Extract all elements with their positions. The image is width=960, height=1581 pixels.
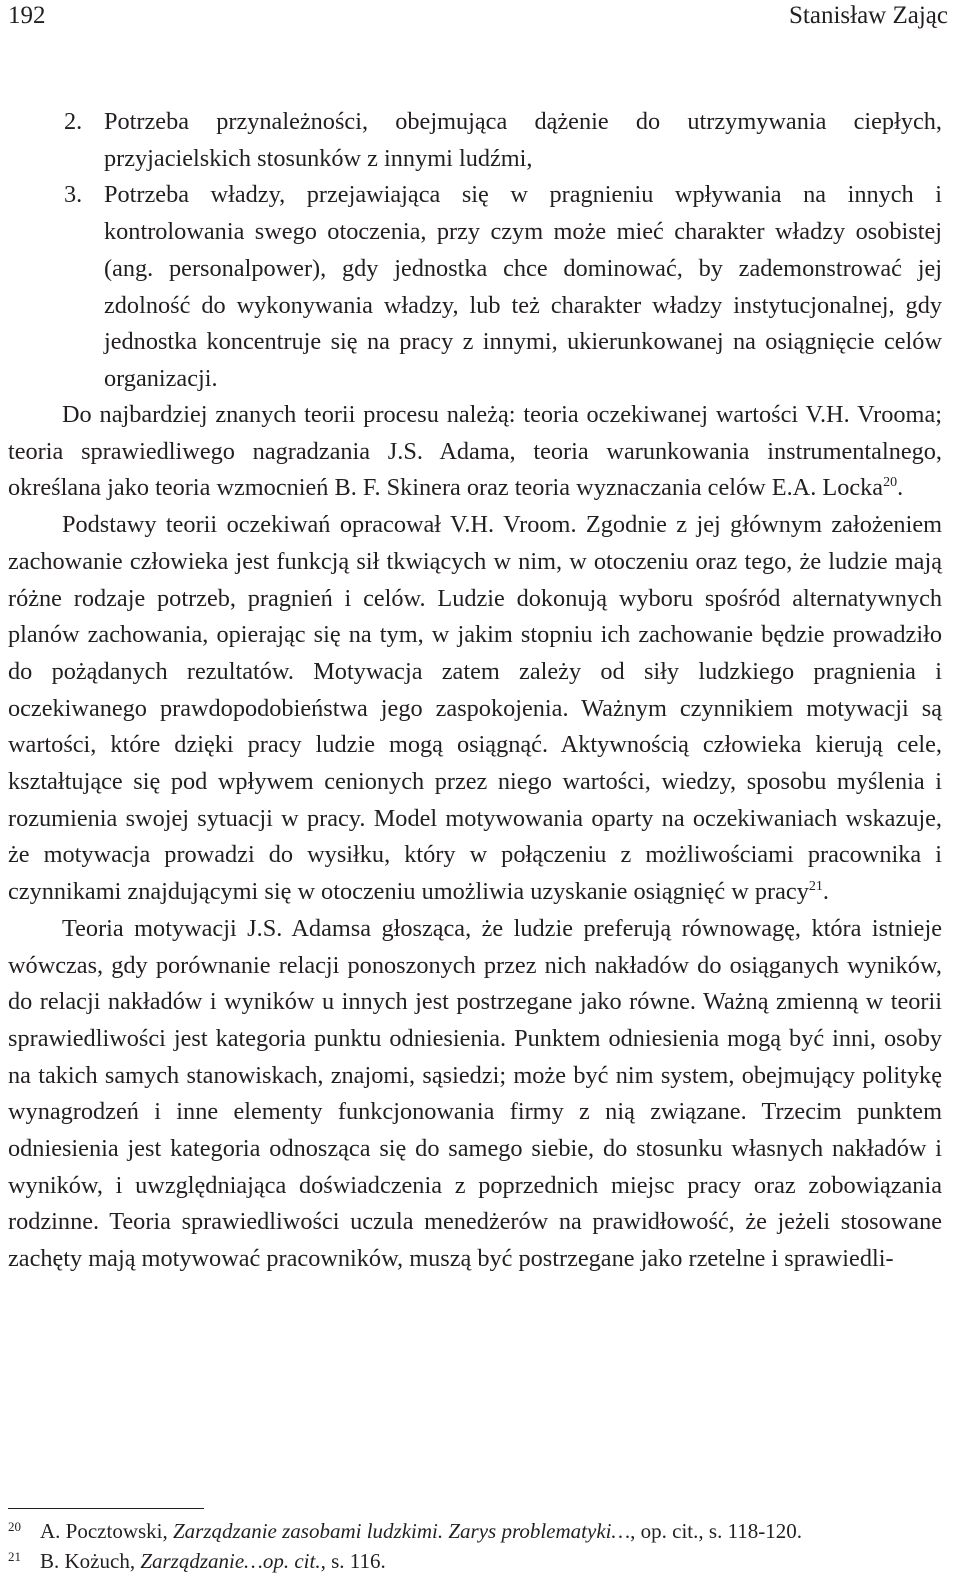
footnote-author: A. Pocztowski, (40, 1519, 173, 1543)
paragraph-text: Podstawy teorii oczekiwań opracował V.H. Vroom. Zgodnie z jej głównym założeniem zachowanie człowieka jest funkcją sił tkwiących w nim, w otoczeniu oraz tego, że ludzie mają różne rodzaje potrzeb, pragnień i celów. Ludzie dokonują wyboru spośród alternatywnych planów zachowania, opierając się na tym, w jakim stopniu ich zachowanie będzie prowadziło do pożądanych rezultatów. Motywacja zatem zależy od siły ludzkiego pragnienia i oczekiwanego prawdopodobieństwa jego zaspokojenia. Ważnym czynnikiem motywacji są wartości, które dzięki pracy ludzie mogą osiągnąć. Aktywnością człowieka kierują cele, kształtujące się pod wpływem cenionych przez niego wartości, wiedzy, sposobu myślenia i rozumienia swojej sytuacji w pracy. Model motywowania oparty na oczekiwaniach wskazuje, że motywacja prowadzi do wysiłku, który w połączeniu z możliwościami pracownika i czynnikami znajdującymi się w otoczeniu umożliwia uzyskanie osiągnięć w pracy (8, 511, 942, 906)
paragraph-process-theories (8, 397, 942, 507)
list-item-text: Potrzeba przynależności, obejmująca dążenie do utrzymywania ciepłych, przyjacielskich stosunków z innymi ludźmi, (104, 108, 942, 172)
numbered-list (8, 104, 942, 398)
paragraph-end: . (822, 878, 829, 906)
list-item-text: Potrzeba władzy, przejawiająca się w pragnieniu wpływania na innych i kontrolowania swego otoczenia, przy czym może mieć charakter władzy osobistej (ang. personalpower), gdy jednostka chce dominować, by zademonstrować jej zdolność do wykonywania władzy, lub też charakter władzy instytucjonalnej, gdy jednostka koncentruje się na pracy z innymi, ukierunkowanej na osiągnięcie celów organizacji. (104, 181, 942, 392)
list-item (8, 177, 942, 397)
footnote-details: , op. cit., s. 118-120. (630, 1519, 803, 1543)
paragraph-vroom-theory (8, 507, 942, 911)
footnote-separator (8, 1508, 204, 1509)
paragraph-adams-theory (8, 911, 942, 1278)
footnote-title: Zarządzanie…op. cit. (140, 1549, 321, 1573)
paragraph-text: Teoria motywacji J.S. Adamsa głosząca, że ludzie preferują równowagę, która istnieje wówczas, gdy porównanie relacji ponoszonych przez nich nakładów do osiąganych wyników, do relacji nakładów i wyników u innych jest postrzegane jako równe. Ważną zmienną w teorii sprawiedliwości jest kategoria punktu odniesienia. Punktem odniesienia mogą być inni, osoby na takich samych stanowiskach, znajomi, sąsiedzi; może być nim system, obejmujący politykę wynagrodzeń i inne elementy funkcjonowania firmy z nią związane. Trzecim punktem odniesienia jest kategoria odnosząca się do samego siebie, do stosunku własnych nakładów i wyników, i uwzględniająca doświadczenia z poprzednich miejsc pracy oraz zobowiązania rodzinne. Teoria sprawiedliwości uczula menedżerów na prawidłowość, że jeżeli stosowane zachęty mają motywować pracowników, muszą być postrzegane jako rzetelne i sprawiedli- (8, 914, 942, 1273)
footnote-ref-20[interactable]: 20 (883, 475, 898, 491)
paragraph-end: . (897, 474, 904, 502)
list-item (8, 104, 942, 177)
footnote-20 (8, 1516, 948, 1546)
footnote-ref-21[interactable]: 21 (808, 879, 823, 895)
footnote-21 (8, 1546, 948, 1576)
running-header-author: Stanisław Zając (789, 2, 948, 29)
running-header (8, 2, 948, 36)
footnote-title: Zarządzanie zasobami ludzkimi. Zarys problematyki… (173, 1519, 631, 1543)
footnote-number: 21 (8, 1549, 21, 1564)
list-item-number: 2. (64, 108, 83, 135)
footnotes (8, 1516, 948, 1576)
page-number: 192 (8, 2, 46, 29)
footnote-details: , s. 116. (320, 1549, 386, 1573)
footnote-number: 20 (8, 1519, 21, 1534)
footnote-author: B. Kożuch, (40, 1549, 141, 1573)
main-text (8, 397, 942, 1278)
paragraph-text: Do najbardziej znanych teorii procesu należą: teoria oczekiwanej wartości V.H. Vrooma; teoria sprawiedliwego nagradzania J.S. Adama, teoria warunkowania instrumentalnego, określana jako teoria wzmocnień B. F. Skinera oraz teoria wyznaczania celów E.A. Locka (8, 401, 942, 502)
list-item-number: 3. (64, 181, 83, 209)
